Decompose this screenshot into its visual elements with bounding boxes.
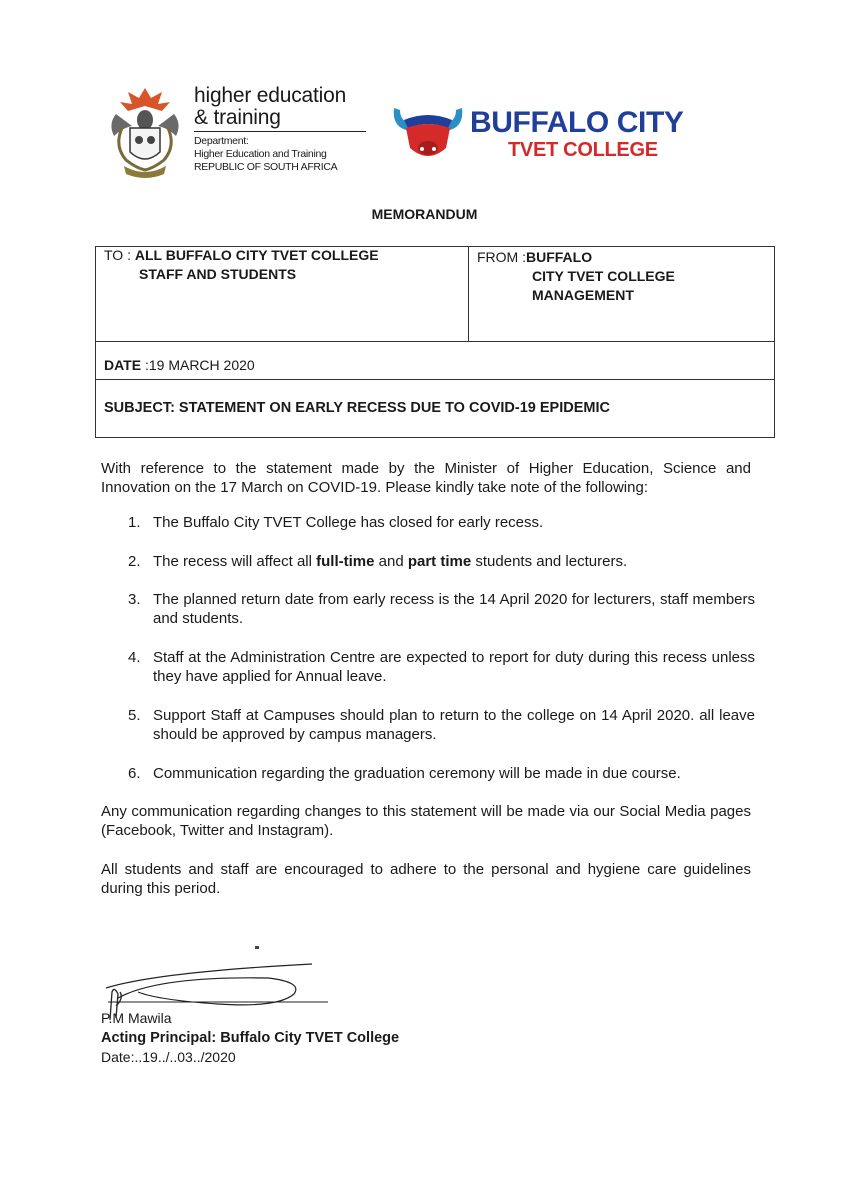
department-country: REPUBLIC OF SOUTH AFRICA <box>194 161 338 173</box>
list-item-number: 1. <box>128 514 141 531</box>
list-item-number: 2. <box>128 553 141 570</box>
from-sender-line1: BUFFALO <box>526 249 593 265</box>
college-name: BUFFALO CITY <box>470 106 684 139</box>
closing-paragraph: Any communication regarding changes to this statement will be made via our Social Media pages (Facebook, Twitter and Instagram). <box>101 803 751 839</box>
table-divider <box>468 247 469 341</box>
list-item <box>128 552 755 571</box>
date-value: :19 MARCH 2020 <box>141 357 255 373</box>
list-item-text: The planned return date from early recess is the 14 April 2020 for lecturers, staff members and students. <box>153 591 755 627</box>
list-item-text <box>153 552 755 571</box>
signatory-name: P.M Mawila <box>101 1010 172 1026</box>
list-item-number: 3. <box>128 591 141 608</box>
signature-date: Date:..19../..03../2020 <box>101 1049 236 1065</box>
list-item-text: Communication regarding the graduation ceremony will be made in due course. <box>153 765 681 782</box>
college-subname: TVET COLLEGE <box>508 139 658 161</box>
ink-mark <box>255 946 259 949</box>
department-divider <box>194 131 366 132</box>
list-item-emphasis: part time <box>407 553 472 570</box>
to-label: TO : <box>104 247 135 263</box>
department-full-name: Higher Education and Training <box>194 148 327 160</box>
to-recipient-line1: ALL BUFFALO CITY TVET COLLEGE <box>134 247 379 263</box>
list-item-emphasis: full-time <box>316 553 375 570</box>
memo-title: MEMORANDUM <box>371 206 478 222</box>
list-item <box>128 648 755 686</box>
to-field <box>104 246 379 284</box>
list-item-text-part: The recess will affect all <box>153 553 317 570</box>
department-label: Department: <box>194 135 249 147</box>
from-label: FROM : <box>477 249 526 265</box>
date-field <box>104 356 255 375</box>
list-item <box>128 706 755 744</box>
to-recipient-line2: STAFF AND STUDENTS <box>139 266 297 282</box>
intro-paragraph: With reference to the statement made by the Minister of Higher Education, Science and Innovation on the 17 March on COVID-19. Please kindly take note of the following: <box>101 460 751 496</box>
department-name-line1: higher education <box>194 84 347 107</box>
table-divider <box>95 341 774 342</box>
list-item-number: 4. <box>128 649 141 666</box>
table-divider <box>95 379 774 380</box>
list-item-text: Staff at the Administration Centre are expected to report for duty during this recess unless they have applied for Annual leave. <box>153 649 755 685</box>
list-item-number: 5. <box>128 707 141 724</box>
from-sender-line2: CITY TVET COLLEGE <box>532 268 675 284</box>
buffalo-logo <box>392 102 464 164</box>
list-item-text-part: students and lecturers. <box>471 553 628 570</box>
list-item-text-part: and <box>374 553 408 570</box>
list-item-number: 6. <box>128 765 141 782</box>
list-item <box>128 513 755 532</box>
from-field <box>477 248 675 305</box>
list-item <box>128 764 755 783</box>
department-name-line2: & training <box>194 106 281 129</box>
subject-line: SUBJECT: STATEMENT ON EARLY RECESS DUE TO COVID-19 EPIDEMIC <box>104 400 610 416</box>
list-item-text: The Buffalo City TVET College has closed for early recess. <box>153 514 544 531</box>
signatory-title: Acting Principal: Buffalo City TVET College <box>101 1030 400 1046</box>
list-item-text: Support Staff at Campuses should plan to return to the college on 14 April 2020. all leave should be approved by campus managers. <box>153 707 755 743</box>
list-item <box>128 590 755 628</box>
closing-paragraph: All students and staff are encouraged to adhere to the personal and hygiene care guidelines during this period. <box>101 861 751 897</box>
date-label: DATE <box>104 357 142 373</box>
from-sender-line3: MANAGEMENT <box>532 287 634 303</box>
coat-of-arms-logo <box>104 84 186 180</box>
